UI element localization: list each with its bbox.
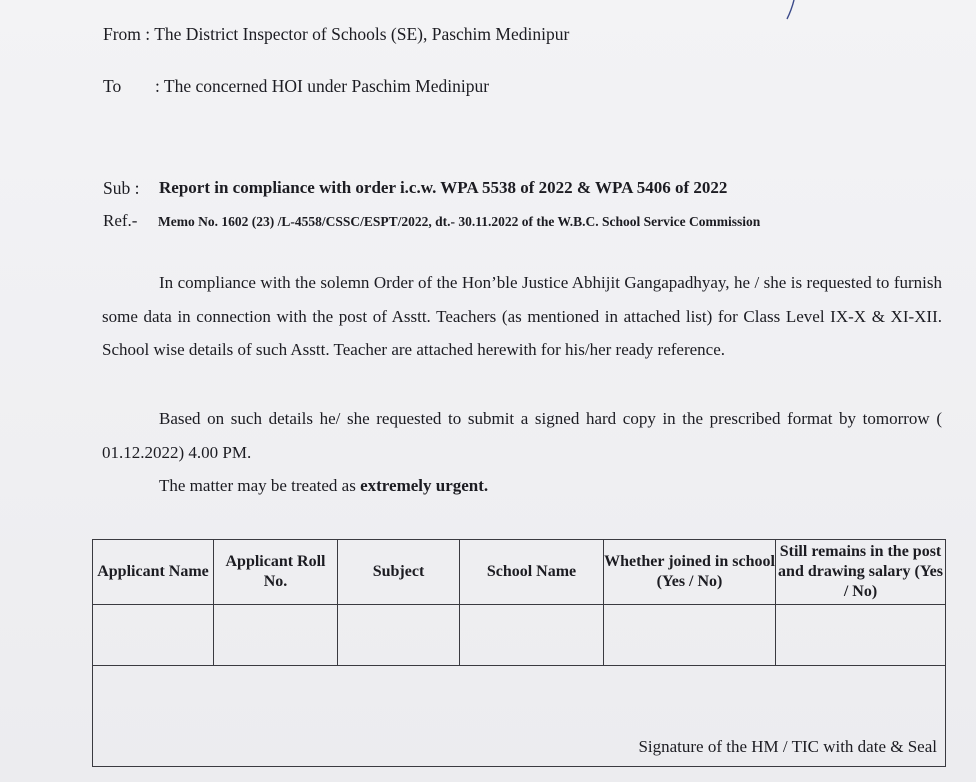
column-header-joined: Whether joined in school (Yes / No) bbox=[604, 540, 776, 605]
signature-row bbox=[93, 666, 946, 767]
cell-joined[interactable] bbox=[604, 605, 776, 666]
column-header-school-name: School Name bbox=[460, 540, 604, 605]
signature-label: Signature of the HM / TIC with date & Seal bbox=[638, 737, 937, 756]
cell-school-name[interactable] bbox=[460, 605, 604, 666]
to-label: To bbox=[103, 76, 122, 96]
cell-drawing-salary[interactable] bbox=[776, 605, 946, 666]
cell-applicant-name[interactable] bbox=[93, 605, 214, 666]
column-header-drawing-salary: Still remains in the post and drawing salary (Yes / No) bbox=[776, 540, 946, 605]
subject-label: Sub : bbox=[103, 178, 140, 198]
reference-text: Memo No. 1602 (23) /L-4558/CSSC/ESPT/2022, dt.- 30.11.2022 of the W.B.C. School Service Commission bbox=[158, 214, 761, 229]
pen-stroke-mark bbox=[784, 0, 796, 20]
reference-label: Ref.- bbox=[103, 211, 138, 230]
column-header-applicant-name: Applicant Name bbox=[93, 540, 214, 605]
body-paragraph-2: Based on such details he/ she requested to submit a signed hard copy in the prescribed format by tomorrow ( 01.12.2022) 4.00 PM. bbox=[102, 409, 942, 462]
table-row bbox=[93, 605, 946, 666]
compliance-table bbox=[92, 539, 946, 767]
to-recipient: : The concerned HOI under Paschim Medinipur bbox=[155, 76, 490, 96]
urgency-emphasis: extremely urgent. bbox=[360, 476, 489, 495]
cell-subject[interactable] bbox=[338, 605, 460, 666]
body-paragraph-1: In compliance with the solemn Order of the Hon’ble Justice Abhijit Gangapadhyay, he / she is requested to furnish some data in connection with the post of Asstt. Teachers (as mentioned in attached list) for Class Level IX-X & XI-XII. School wise details of such Asstt. Teacher are attached herewith for his/her ready reference. bbox=[102, 273, 942, 359]
body-paragraph-3 bbox=[159, 469, 859, 503]
cell-roll-no[interactable] bbox=[214, 605, 338, 666]
signature-cell bbox=[93, 666, 946, 767]
column-header-subject: Subject bbox=[338, 540, 460, 605]
urgency-prefix: The matter may be treated as bbox=[159, 476, 361, 495]
column-header-roll-no: Applicant Roll No. bbox=[214, 540, 338, 605]
from-line: From : The District Inspector of Schools (SE), Paschim Medinipur bbox=[103, 24, 570, 44]
subject-text: Report in compliance with order i.c.w. WPA 5538 of 2022 & WPA 5406 of 2022 bbox=[159, 178, 728, 197]
